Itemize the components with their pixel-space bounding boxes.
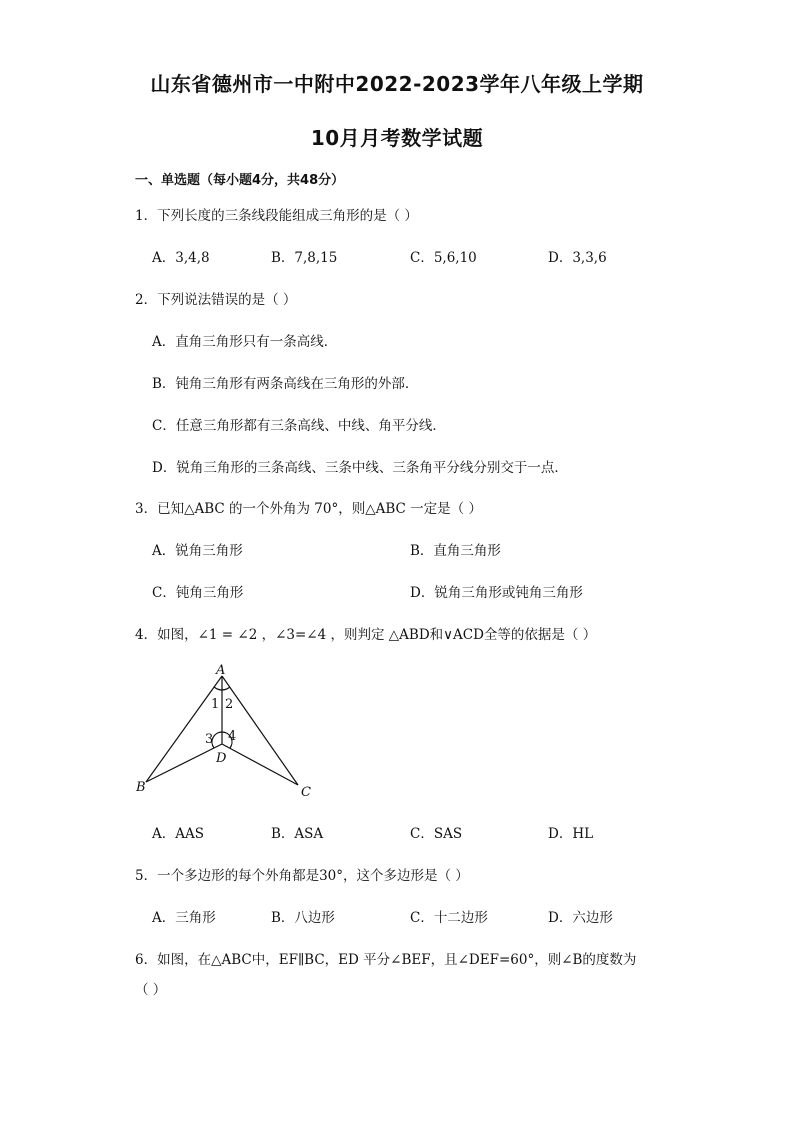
- segment-ab: [146, 676, 222, 782]
- label-c: C: [301, 785, 311, 800]
- page-title-line1: 山东省德州市一中附中2022-2023学年八年级上学期: [150, 72, 644, 96]
- question-4-option-a: A．AAS: [152, 826, 204, 842]
- question-5-option-b: B．八边形: [271, 910, 335, 926]
- label-b: B: [136, 780, 146, 795]
- label-angle-2: 2: [225, 697, 234, 712]
- section-heading: 一、单选题（每小题4分，共48分）: [135, 173, 345, 188]
- question-4-stem: 4．如图，∠1 = ∠2 ，∠3=∠4 ，则判定 △ABD和∨ACD全等的依据是（ ）: [135, 627, 597, 643]
- question-1-option-c: C．5,6,10: [410, 250, 477, 266]
- question-1-stem: 1．下列长度的三条线段能组成三角形的是（ ）: [135, 208, 418, 224]
- segment-bd: [146, 744, 222, 782]
- question-2-option-a: A．直角三角形只有一条高线．: [152, 334, 338, 350]
- label-a: A: [216, 663, 226, 678]
- segment-cd: [222, 744, 298, 785]
- question-5-option-a: A．三角形: [152, 910, 216, 926]
- label-angle-4: 4: [228, 729, 237, 744]
- question-3-option-b: B．直角三角形: [410, 543, 501, 559]
- question-4-option-d: D．HL: [548, 826, 594, 842]
- question-2-option-b: B．钝角三角形有两条高线在三角形的外部．: [152, 376, 419, 392]
- question-5-option-c: C．十二边形: [410, 910, 488, 926]
- page-title-line2: 10月月考数学试题: [310, 126, 484, 150]
- question-5-option-d: D．六边形: [548, 910, 613, 926]
- question-2-stem: 2．下列说法错误的是（ ）: [135, 292, 297, 308]
- question-5-stem: 5．一个多边形的每个外角都是30°，这个多边形是（ ）: [135, 868, 469, 884]
- question-4-option-b: B．ASA: [271, 826, 324, 842]
- question-3-option-a: A．锐角三角形: [152, 543, 243, 559]
- question-6-stem: 6．如图，在△ABC中，EF∥BC，ED 平分∠BEF，且∠DEF=60°，则∠B的度数为: [135, 952, 637, 968]
- question-1-option-d: D．3,3,6: [548, 250, 607, 266]
- question-2-option-c: C．任意三角形都有三条高线、中线、角平分线．: [152, 418, 446, 434]
- question-4-option-c: C．SAS: [410, 826, 463, 842]
- label-angle-1: 1: [211, 697, 220, 712]
- question-3-option-d: D．锐角三角形或钝角三角形: [410, 585, 583, 601]
- question-6-answer-bracket: （ ）: [135, 982, 167, 998]
- question-3-stem: 3．已知△ABC 的一个外角为 70°，则△ABC 一定是（ ）: [135, 501, 482, 517]
- label-d: D: [216, 751, 227, 766]
- question-1-option-a: A．3,4,8: [152, 250, 210, 266]
- question-2-option-d: D．锐角三角形的三条高线、三条中线、三条角平分线分别交于一点．: [152, 460, 568, 476]
- label-angle-3: 3: [205, 732, 214, 747]
- question-3-option-c: C．钝角三角形: [152, 585, 244, 601]
- question-4-figure: [130, 660, 330, 805]
- angle-arc-d-left: [212, 732, 222, 748]
- question-1-option-b: B．7,8,15: [271, 250, 338, 266]
